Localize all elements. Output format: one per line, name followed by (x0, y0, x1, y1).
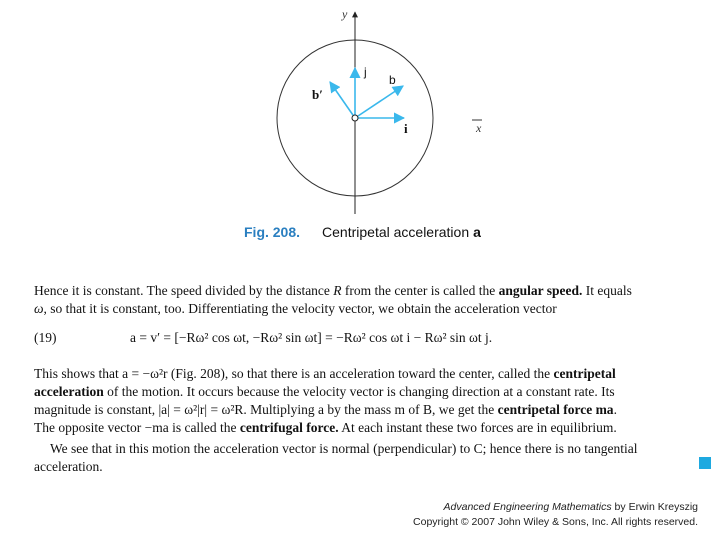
symbol-R: R (333, 283, 342, 298)
term-centrifugal-force: centrifugal force. (239, 420, 339, 435)
paragraph2-line3 (34, 401, 617, 419)
equation-19 (34, 330, 674, 350)
equation-body: a = v′ = [−Rω² cos ωt, −Rω² sin ωt] = −Rω² cos ωt i − Rω² sin ωt j. (130, 330, 493, 345)
paragraph1-line2 (34, 300, 557, 318)
vector-b-prime-arrow (330, 82, 355, 118)
term-angular-speed: angular speed. (498, 283, 583, 298)
figure-caption-symbol: a (473, 224, 481, 240)
symbol-omega: ω (34, 301, 44, 316)
text-run: At each instant these two forces are in equilibrium. (338, 420, 617, 435)
text-run: Hence it is constant. The speed divided by the distance (34, 283, 334, 298)
book-author: by Erwin Kreyszig (611, 501, 698, 513)
vector-b-prime-label: b′ (312, 87, 323, 102)
copyright-footer (413, 500, 698, 530)
paragraph2-line2 (34, 383, 615, 401)
paragraph2-line4 (34, 419, 617, 437)
x-axis-label: x (476, 121, 482, 135)
center-point (352, 115, 358, 121)
book-title: Advanced Engineering Mathematics (443, 501, 612, 513)
text-run: It equals (582, 283, 632, 298)
text-run: , so that it is constant, too. Differentiating the velocity vector, we obtain the acceleration vector (43, 301, 557, 316)
equation-number: (19) (34, 330, 57, 345)
paragraph3-line2 (34, 458, 103, 476)
paragraph3-line1 (50, 440, 637, 458)
y-axis-label: y (342, 7, 348, 21)
text-run: . (613, 402, 617, 417)
term-acceleration: acceleration (34, 384, 104, 399)
centripetal-figure (0, 0, 720, 240)
text-run: from the center is called the (341, 283, 499, 298)
term-centripetal: centripetal (553, 366, 616, 381)
vector-i-label: i (404, 121, 408, 136)
vector-j-label: j (364, 65, 367, 79)
copyright-line: Copyright © 2007 John Wiley & Sons, Inc. All rights reserved. (413, 516, 698, 528)
vector-b-arrow (355, 86, 403, 118)
paragraph1-line1 (34, 282, 632, 300)
text-run: of the motion. It occurs because the velocity vector is changing direction at a constant rate. Its (103, 384, 615, 399)
end-of-example-marker (699, 457, 711, 469)
text-run: The opposite vector −ma is called the (34, 420, 240, 435)
figure-caption (244, 224, 481, 240)
figure-caption-text: Centripetal acceleration (322, 224, 470, 240)
vector-b-label: b (389, 73, 396, 87)
text-run: acceleration. (34, 459, 103, 474)
text-run: This shows that a = −ω²r (Fig. 208), so that there is an acceleration toward the center, called the (34, 366, 554, 381)
figure-number: Fig. 208. (244, 224, 301, 240)
footer-book-line (413, 500, 698, 515)
text-run: magnitude is constant, |a| = ω²|r| = ω²R. Multiplying a by the mass m of B, we get the (34, 402, 498, 417)
paragraph2-line1 (34, 365, 616, 383)
term-centripetal-force: centripetal force ma (497, 402, 614, 417)
text-run: We see that in this motion the acceleration vector is normal (perpendicular) to C; hence there is no tangential (50, 441, 638, 456)
